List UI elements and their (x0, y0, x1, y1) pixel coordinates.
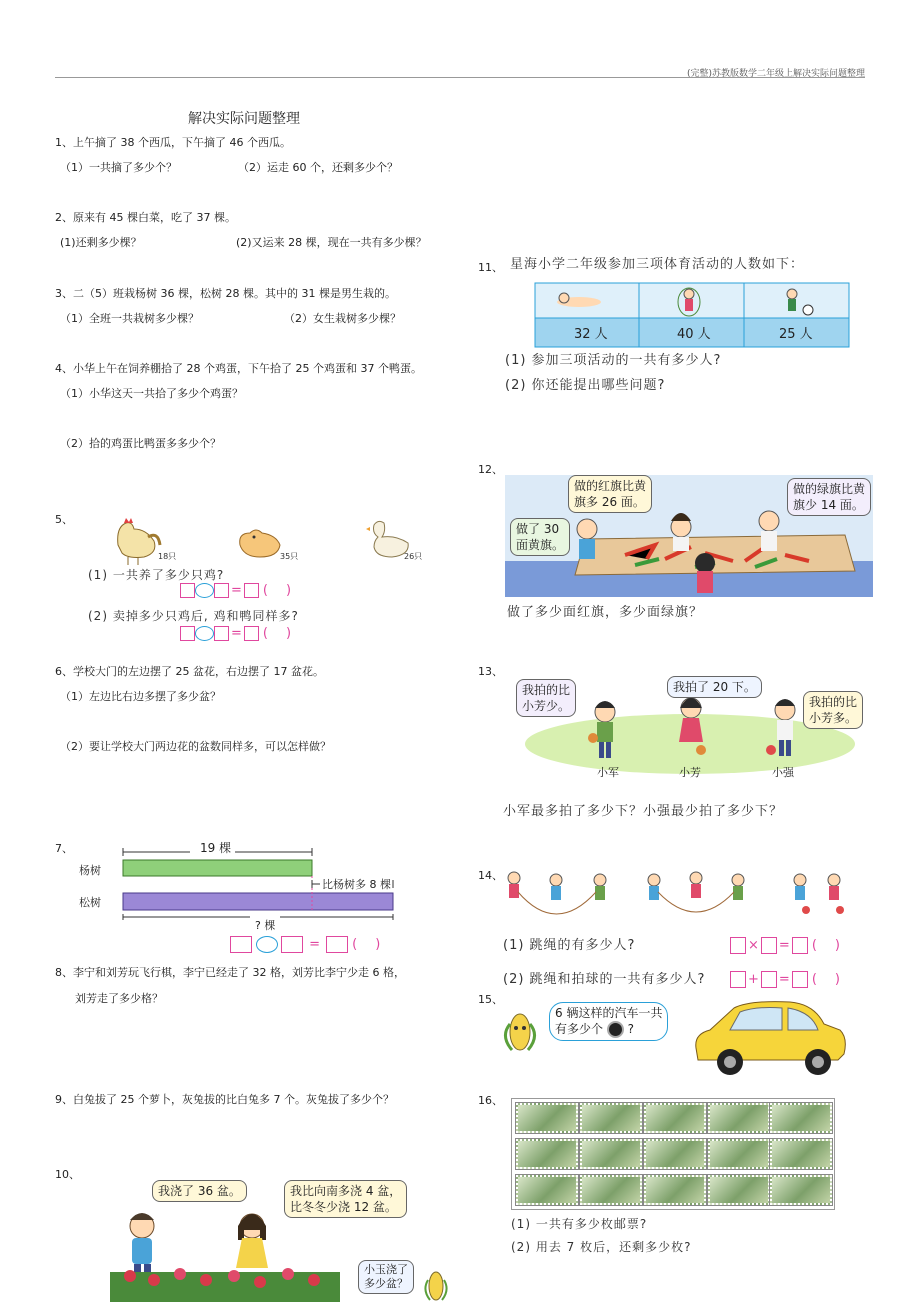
q10-num: 10、 (55, 1168, 80, 1181)
q6-part-b: （2）要让学校大门两边花的盆数同样多，可以怎样做？ (60, 740, 331, 753)
corn-mascot (425, 1272, 446, 1300)
q5-part-a: (1) 一共养了多少只鸡? (88, 568, 225, 582)
stamp (580, 1139, 642, 1169)
stamp (708, 1103, 770, 1133)
q15-bubble: 6 辆这样的汽车一共 有多少个 ? (549, 1002, 668, 1041)
stamp (770, 1139, 832, 1169)
q11-cell-1: 32 人 (574, 327, 608, 342)
girl-illustration (236, 1214, 268, 1268)
stamp (516, 1175, 578, 1205)
stamp (644, 1103, 706, 1133)
q1-stem: 1、上午摘了 38 个西瓜，下午摘了 46 个西瓜。 (55, 136, 291, 149)
q9-stem: 9、白兔拔了 25 个萝卜，灰兔拔的比白兔多 7 个。灰兔拔了多少个？ (55, 1093, 394, 1106)
car-illustration (690, 998, 850, 1080)
q7-pine-bar (123, 893, 393, 910)
q11-table (534, 282, 850, 348)
q1-part-a: （1）一共摘了多少个？ (60, 161, 177, 174)
q13-bubble-3: 我拍的比 小芳多。 (803, 691, 863, 729)
q12-bubble-red: 做的红旗比黄 旗多 26 面。 (568, 475, 652, 513)
q2-part-b: (2)又运来 28 棵，现在一共有多少棵？ (236, 236, 427, 249)
q13-bubble-2: 我拍了 20 下。 (667, 676, 762, 698)
q11-part-a: (1) 参加三项活动的一共有多少人? (505, 353, 722, 368)
stamp (708, 1139, 770, 1169)
q14-answer-b[interactable]: + = () (730, 971, 858, 988)
q12-bubble-green: 做的绿旗比黄 旗少 14 面。 (787, 478, 871, 516)
stamp (644, 1139, 706, 1169)
q11-part-b: (2) 你还能提出哪些问题? (505, 378, 666, 393)
q5-num: 5、 (55, 513, 73, 526)
q14-part-a: (1) 跳绳的有多少人? (503, 938, 636, 953)
stamp (516, 1103, 578, 1133)
q8-stem: 8、李宁和刘芳玩飞行棋，李宁已经走了 32 格，刘芳比李宁少走 6 格， (55, 966, 405, 979)
q4-part-b: （2）拾的鸡蛋比鸭蛋多多少个？ (60, 437, 221, 450)
rope-group-1 (508, 872, 606, 914)
q3-stem: 3、二（5）班栽杨树 36 棵，松树 28 棵。其中的 31 棵是男生栽的。 (55, 287, 396, 300)
wheel-icon (607, 1021, 624, 1038)
q14-part-b: (2) 跳绳和拍球的一共有多少人? (503, 972, 706, 987)
q13-bubble-1: 我拍的比 小芳少。 (516, 679, 576, 717)
stamp (770, 1103, 832, 1133)
q8-stem-2: 刘芳走了多少格？ (75, 992, 163, 1005)
stamp (580, 1175, 642, 1205)
q3-part-a: （1）全班一共栽树多少棵？ (60, 312, 199, 325)
flower-bed (110, 1268, 340, 1302)
q7-row1-label: 杨树 (79, 864, 101, 877)
q7-question-label: ? 棵 (255, 919, 276, 932)
girl-figure (671, 513, 691, 551)
q1-part-b: （2）运走 60 个，还剩多少个？ (238, 161, 398, 174)
rooster-illustration (118, 518, 160, 565)
q13-name-2: 小芳 (679, 766, 701, 779)
stamp (644, 1175, 706, 1205)
q10-bubble-3: 小玉浇了 多少盆？ (358, 1260, 414, 1294)
q5-answer-b[interactable]: = () (180, 626, 309, 641)
duck-illustration (366, 521, 408, 557)
q11-cell-2: 40 人 (677, 327, 711, 342)
q11-stem: 星海小学二年级参加三项体育活动的人数如下： (510, 257, 805, 272)
q15-num: 15、 (478, 993, 503, 1006)
q12-question: 做了多少面红旗，多少面绿旗？ (507, 605, 704, 620)
stamp (516, 1139, 578, 1169)
q5-animals (108, 515, 438, 565)
stamp (770, 1175, 832, 1205)
q7-row2-label: 松树 (79, 896, 101, 909)
q12-bubble-yellow: 做了 30 面黄旗。 (510, 518, 570, 556)
corn-mascot-icon (498, 1008, 542, 1056)
boy-left-figure (577, 519, 597, 559)
q10-bubble-2: 我比向南多浇 4 盆， 比冬冬少浇 12 盆。 (284, 1180, 407, 1218)
q7-bar-diagram (75, 838, 435, 933)
q16-num: 16、 (478, 1094, 503, 1107)
q14-answer-a[interactable]: × = () (730, 937, 858, 954)
q6-stem: 6、学校大门的左边摆了 25 盆花，右边摆了 17 盆花。 (55, 665, 324, 678)
q10-bubble-1: 我浇了 36 盆。 (152, 1180, 247, 1202)
q16-part-a: (1) 一共有多少枚邮票? (511, 1217, 648, 1231)
stamp-sheet (511, 1098, 835, 1210)
q7-top-label: 19 棵 (200, 841, 232, 855)
stamp (708, 1175, 770, 1205)
q13-question: 小军最多拍了多少下？小强最少拍了多少下？ (503, 804, 784, 819)
q14-illustration (500, 866, 860, 924)
q7-answer[interactable]: = () (230, 936, 398, 953)
q12-num: 12、 (478, 463, 503, 476)
header-text: (完整)苏教版数学二年级上解决实际问题整理 (686, 69, 865, 79)
q11-cell-3: 25 人 (779, 327, 813, 342)
stamp (580, 1103, 642, 1133)
q5-label-hen: 35只 (280, 552, 299, 561)
boy-right-figure (759, 511, 779, 551)
rope-group-2 (648, 872, 744, 912)
q2-stem: 2、原来有 45 棵白菜，吃了 37 棵。 (55, 211, 236, 224)
q13-num: 13、 (478, 665, 503, 678)
q7-diff-label: 比杨树多 8 棵 (322, 878, 391, 891)
q14-num: 14、 (478, 869, 503, 882)
q5-part-b: (2) 卖掉多少只鸡后, 鸡和鸭同样多? (88, 609, 299, 623)
q16-part-b: (2) 用去 7 枚后，还剩多少枚? (511, 1240, 692, 1254)
q10-illustration (110, 1200, 450, 1302)
page-title: 解决实际问题整理 (188, 111, 300, 127)
ball-group (794, 874, 844, 914)
q11-num: 11、 (478, 261, 503, 274)
q5-label-rooster: 18只 (158, 552, 177, 561)
q5-answer-a[interactable]: = () (180, 583, 309, 598)
q4-stem: 4、小华上午在饲养棚拾了 28 个鸡蛋，下午拾了 25 个鸡蛋和 37 个鸭蛋。 (55, 362, 422, 375)
q13-name-1: 小军 (597, 766, 619, 779)
q7-poplar-bar (123, 860, 312, 876)
q5-label-duck: 26只 (404, 552, 423, 561)
q7-num: 7、 (55, 842, 73, 855)
q2-part-a: (1)还剩多少棵？ (60, 236, 142, 249)
child-back-figure (695, 553, 715, 593)
q3-part-b: （2）女生栽树多少棵？ (284, 312, 401, 325)
q6-part-a: （1）左边比右边多摆了多少盆？ (60, 690, 221, 703)
q13-name-3: 小强 (772, 766, 794, 779)
q4-part-a: （1）小华这天一共拾了多少个鸡蛋？ (60, 387, 243, 400)
hen-illustration (240, 530, 280, 557)
